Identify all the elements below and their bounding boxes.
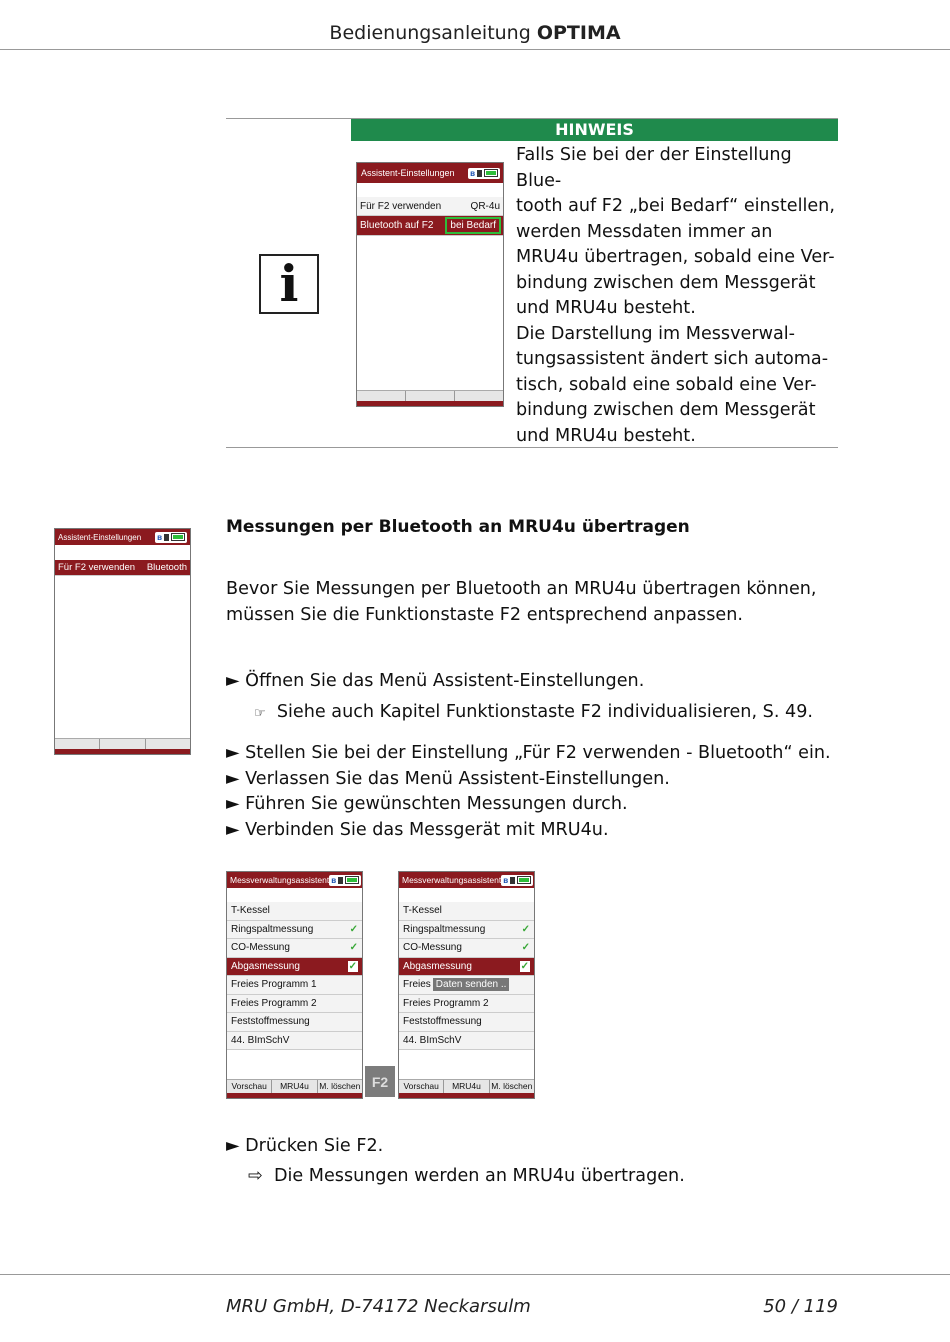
item-label: 44. BImSchV xyxy=(403,1034,462,1046)
softkey-loeschen[interactable]: M. löschen xyxy=(319,1081,361,1091)
status-icons xyxy=(501,875,533,886)
softkey-mru4u[interactable]: MRU4u xyxy=(444,1080,489,1093)
hand-pointer-icon: ☞ xyxy=(254,706,266,721)
item-label: Feststoffmessung xyxy=(403,1016,482,1028)
softkey-vorschau[interactable]: Vorschau xyxy=(399,1080,444,1093)
sd-card-icon xyxy=(477,170,482,177)
hint-device-screen xyxy=(356,162,504,407)
side-row-f2[interactable] xyxy=(55,560,190,576)
step-open-menu: ► Öffnen Sie das Menü Assistent-Einstellungen. xyxy=(226,671,645,691)
step-item: ► Verlassen Sie das Menü Assistent-Einstellungen. xyxy=(226,768,670,789)
page-header xyxy=(0,22,950,44)
check-icon: ✓ xyxy=(349,942,358,954)
item-label: CO-Messung xyxy=(231,942,290,954)
bluetooth-icon: ʙ xyxy=(503,875,509,885)
hint-line: Die Darstellung im Messverwal- xyxy=(516,323,795,344)
screen-bottom-bar xyxy=(399,1093,534,1098)
footer-page-number: 50 / 119 xyxy=(763,1296,838,1317)
section-intro xyxy=(226,577,817,628)
step-item: ► Führen Sie gewünschten Messungen durch. xyxy=(226,794,628,814)
intro-line: Bevor Sie Messungen per Bluetooth an MRU4u übertragen können, xyxy=(226,579,817,599)
mv2-title-bar xyxy=(399,872,534,888)
header-title-product: OPTIMA xyxy=(536,22,621,44)
side-device-screen xyxy=(54,528,191,755)
hint-line: tooth auf F2 „bei Bedarf“ einstellen, xyxy=(516,196,835,216)
send-data-popup: Daten senden .. xyxy=(433,978,510,991)
row-label: Für F2 verwenden xyxy=(360,200,442,212)
status-icons xyxy=(468,168,500,179)
side-screen-title-bar xyxy=(55,529,190,545)
hint-bottom-rule xyxy=(226,447,838,448)
hint-line: bindung zwischen dem Messgerät xyxy=(516,272,816,293)
info-icon: i xyxy=(259,254,319,314)
result-text: Die Messungen werden an MRU4u übertragen. xyxy=(273,1166,685,1186)
hint-row-f2[interactable] xyxy=(357,197,503,216)
mv-list-item[interactable] xyxy=(227,902,362,921)
item-label: Freies Programm 2 xyxy=(231,997,317,1009)
item-label: T-Kessel xyxy=(231,905,270,917)
step-item: ► Stellen Sie bei der Einstellung „Für F2 verwenden - Bluetooth“ ein. xyxy=(226,743,831,763)
header-rule xyxy=(0,49,950,50)
f2-key[interactable]: F2 xyxy=(365,1066,395,1097)
row-value: QR-4u xyxy=(470,200,500,212)
row-value: Bluetooth xyxy=(146,562,187,573)
item-label: Freies Programm 1 xyxy=(231,979,317,991)
item-label: CO-Messung xyxy=(403,942,462,954)
header-title-prefix: Bedienungsanleitung xyxy=(329,22,531,44)
bluetooth-icon: ʙ xyxy=(331,875,337,885)
result-line xyxy=(248,1164,685,1190)
hint-line: und MRU4u besteht. xyxy=(516,298,696,318)
step-item: ► Verbinden Sie das Messgerät mit MRU4u. xyxy=(226,819,609,840)
mv-list-item[interactable] xyxy=(399,921,534,940)
hint-text xyxy=(516,143,838,449)
mv-list-item[interactable] xyxy=(399,1032,534,1051)
status-icons xyxy=(155,532,187,543)
battery-icon xyxy=(345,876,359,884)
section-heading: Messungen per Bluetooth an MRU4u übertragen xyxy=(226,517,690,537)
softkey-vorschau[interactable]: Vorschau xyxy=(227,1080,272,1093)
check-icon: ✓ xyxy=(521,942,530,954)
item-label: Feststoffmessung xyxy=(231,1016,310,1028)
mv-list-item[interactable] xyxy=(227,976,362,995)
item-label: Freies xyxy=(403,979,431,991)
hint-screen-title: Assistent-Einstellungen xyxy=(361,168,455,178)
hint-line: Falls Sie bei der der Einstellung Blue- xyxy=(516,145,792,191)
mv1-softkeys xyxy=(227,1079,362,1093)
bluetooth-icon: ʙ xyxy=(157,532,162,542)
hint-line: MRU4u übertragen, sobald eine Ver- xyxy=(516,247,835,267)
arrow-right-icon: ⇨ xyxy=(248,1166,263,1186)
row-label: Für F2 verwenden xyxy=(58,562,136,573)
hint-label-bar: HINWEIS xyxy=(351,119,838,141)
mv-screen-1 xyxy=(226,871,363,1099)
hint-line: bindung zwischen dem Messgerät xyxy=(516,400,816,420)
status-icons xyxy=(329,875,361,886)
item-label: T-Kessel xyxy=(403,905,442,917)
row-value: bei Bedarf xyxy=(445,217,501,234)
mv-list-item[interactable] xyxy=(227,995,362,1014)
item-label: Ringspaltmessung xyxy=(403,923,486,935)
screen-bottom-bar xyxy=(55,749,190,754)
side-screen-softkeys xyxy=(55,738,190,749)
check-icon: ✓ xyxy=(521,923,530,935)
mv-list-item[interactable] xyxy=(399,976,534,995)
mv-list-item[interactable] xyxy=(227,1032,362,1051)
hint-row-bluetooth[interactable] xyxy=(357,216,503,236)
check-icon: ✓ xyxy=(348,960,357,972)
mv-list-item[interactable] xyxy=(227,939,362,958)
item-label: Freies Programm 2 xyxy=(403,997,489,1009)
footer-rule xyxy=(0,1274,950,1275)
mv-list-item-selected[interactable] xyxy=(399,958,534,977)
bluetooth-icon: ʙ xyxy=(470,168,475,178)
sd-card-icon xyxy=(338,877,343,884)
intro-line: müssen Sie die Funktionstaste F2 entsprechend anpassen. xyxy=(226,604,743,625)
reference-line xyxy=(254,700,813,727)
mv2-title: Messverwaltungsassistent xyxy=(402,875,502,885)
mv-list-item[interactable] xyxy=(399,902,534,921)
item-label: Abgasmessung xyxy=(403,960,472,972)
hint-line: tisch, sobald eine sobald eine Ver- xyxy=(516,374,817,395)
steps-list xyxy=(226,741,831,843)
reference-text: Siehe auch Kapitel Funktionstaste F2 individualisieren, S. 49. xyxy=(276,702,813,722)
sd-card-icon xyxy=(510,877,515,884)
hint-line: und MRU4u besteht. xyxy=(516,425,696,446)
step-press-f2: ► Drücken Sie F2. xyxy=(226,1136,384,1156)
hint-screen-softkeys xyxy=(357,390,503,401)
battery-icon xyxy=(171,533,185,541)
mv1-title: Messverwaltungsassistent xyxy=(230,875,330,885)
item-label: Ringspaltmessung xyxy=(231,923,314,935)
mv-list-item[interactable] xyxy=(399,995,534,1014)
mv-list-item[interactable] xyxy=(399,1013,534,1032)
side-screen-title: Assistent-Einstellungen xyxy=(58,532,142,542)
footer-company: MRU GmbH, D-74172 Neckarsulm xyxy=(226,1296,531,1317)
screen-bottom-bar xyxy=(227,1093,362,1098)
hint-screen-title-bar xyxy=(357,163,503,183)
check-icon: ✓ xyxy=(349,923,358,935)
sd-card-icon xyxy=(164,534,169,541)
mv-list-item-selected[interactable] xyxy=(227,958,362,977)
hint-line: werden Messdaten immer an xyxy=(516,221,773,242)
hint-line: tungsassistent ändert sich automa- xyxy=(516,349,829,369)
row-label: Bluetooth auf F2 xyxy=(360,220,434,231)
mv2-softkeys xyxy=(399,1079,534,1093)
softkey-mru4u[interactable]: MRU4u xyxy=(272,1080,317,1093)
mv-list-item[interactable] xyxy=(227,921,362,940)
item-label: Abgasmessung xyxy=(231,960,300,972)
mv-list-item[interactable] xyxy=(227,1013,362,1032)
mv1-title-bar xyxy=(227,872,362,888)
mv-list-item[interactable] xyxy=(399,939,534,958)
softkey-loeschen[interactable]: M. löschen xyxy=(491,1081,533,1091)
check-icon: ✓ xyxy=(520,960,529,972)
mv-screen-2 xyxy=(398,871,535,1099)
screen-bottom-bar xyxy=(357,401,503,406)
item-label: 44. BImSchV xyxy=(231,1034,290,1046)
battery-icon xyxy=(484,169,498,177)
battery-icon xyxy=(517,876,531,884)
